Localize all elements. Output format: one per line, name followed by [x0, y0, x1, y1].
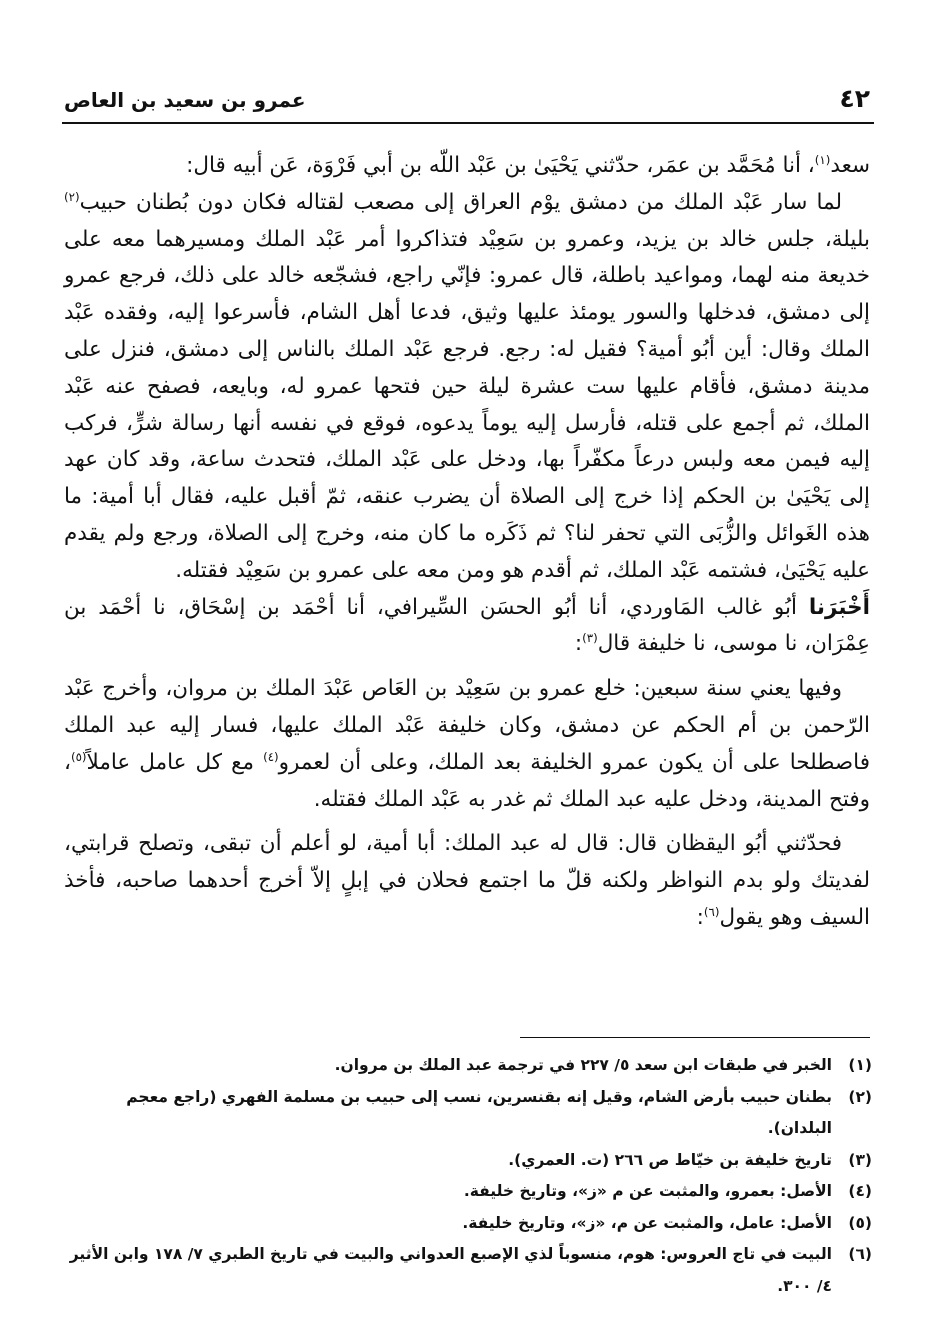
- paragraph-3-text: أبُو غالب المَاوردي، أنا أبُو الحسَن السِّيرافي، أنا أحْمَد بن إسْحَاق، نا أحْمَد بن عِمْرَان، نا موسى، نا خليفة قال: [64, 594, 870, 657]
- footnote-text: بطنان حبيب بأرض الشام، وقيل إنه بقنسرين، نسب إلى حبيب بن مسلمة الفهري (راجع معجم البلدان).: [126, 1087, 832, 1137]
- footnote-ref-6: (٦): [703, 904, 720, 919]
- footnote-text: تاريخ خليفة بن خيّاط ص ٢٦٦ (ت. العمري).: [508, 1150, 832, 1169]
- paragraph-1-rest: ، أنا مُحَمَّد بن عمَر، حدّثني يَحْيَىٰ بن عَبْد اللّه بن أبي فَرْوَة، عَن أبيه قال:: [186, 153, 815, 178]
- page-header: [62, 78, 874, 124]
- footnote-text: الأصل: بعمرو، والمثبت عن م «ز»، وتاريخ خليفة.: [463, 1182, 832, 1200]
- paragraph-4-rest: ، وفتح المدينة، ودخل عليه عبد الملك ثم غدر به عَبْد الملك فقتله.: [64, 749, 870, 812]
- footnote: [64, 1239, 872, 1302]
- footnote-ref-5: (٥): [70, 749, 87, 764]
- footnotes: [64, 1050, 872, 1302]
- paragraph-4: [64, 671, 870, 818]
- paragraph-2-text: لما سار عَبْد الملك من دمشق يوْم العراق إلى مصعب لقتاله فكان دون بُطنان حبيب: [79, 189, 842, 215]
- paragraph-4-text: وفيها يعني سنة سبعين: خلع عمرو بن سَعِيْد بن العَاص عَبْدَ الملك بن مروان، وأخرج عَبْد الرّحمن بن أم الحكم عن دمشق، وكان خليفة عَبْد الملك عليها، فسار إليه عبد الملك فاصطلحا على أن يكون عمرو الخليفة بعد الملك، وعلى أن لعمرو: [64, 676, 870, 775]
- footnote-number: (٦): [848, 1245, 872, 1263]
- paragraph-4-mid: مع كل عامل عاملاً: [86, 749, 264, 775]
- paragraph-3-end: :: [574, 631, 583, 657]
- running-title: عمرو بن سعيد بن العاص: [64, 88, 306, 112]
- footnote: [64, 1082, 872, 1145]
- akhbarana-keyword: أَخْبَرَنا: [808, 594, 870, 620]
- main-text: [64, 148, 870, 937]
- footnote: [64, 1176, 872, 1208]
- footnote-number: (٤): [848, 1182, 872, 1200]
- footnote: [64, 1145, 872, 1177]
- footnote-ref-4: (٤): [263, 749, 279, 764]
- footnote-number: (٣): [848, 1150, 872, 1169]
- paragraph-3: [64, 590, 870, 664]
- paragraph-2: [64, 185, 870, 590]
- footnote-text: الأصل: عامل، والمثبت عن م، «ز»، وتاريخ خليفة.: [462, 1213, 832, 1232]
- footnote-text: البيت في تاج العروس: هوم، منسوباً لذي الإصبع العدواني والبيت في تاريخ الطبري ٧/ ١٧٨ وابن الأثير ٤/ ٣٠٠.: [69, 1245, 832, 1295]
- footnote-separator: [520, 1037, 870, 1038]
- paragraph-5: [64, 826, 870, 936]
- page-number: ٤٢: [839, 84, 870, 113]
- paragraph-5-text: فحدّثني أبُو اليقظان قال: قال له عبد الملك: أبا أمية، لو أعلم أن تبقى، وتصلح قرابتي، لفديتك ولو بدم النواظر ولكنه قلّ ما اجتمع فحلان في إبلٍ إلاّ أخرج أحدهما صاحبه، فأخذ السيف وهو يقول: [64, 831, 870, 930]
- paragraph-5-end: :: [696, 904, 704, 930]
- footnote-number: (٢): [848, 1087, 872, 1106]
- paragraph-1-text: سعد: [830, 153, 870, 178]
- footnote: [64, 1050, 872, 1082]
- paragraph-1: [64, 148, 870, 185]
- footnote-ref-3: (٣): [582, 631, 598, 646]
- footnote-ref-2: (٢): [64, 189, 80, 204]
- footnote-number: (١): [848, 1056, 872, 1074]
- footnote-ref-1: (١): [814, 152, 831, 167]
- paragraph-2-rest: بليلة، جلس خالد بن يزيد، وعمرو بن سَعِيْد فتذاكروا أمر عَبْد الملك ومسيرهما معه على خديعة منه لهما، ومواعيد باطلة، قال عمرو: فإنّي راجع، فشجّعه خالد على ذلك، فرجع عمرو إلى دمشق، فدخلها والسور يومئذ عليها وثيق، فدعا أهل الشام، فأسرعوا إليه، وفقده عَبْد الملك وقال: أين أبُو أمية؟ فقيل له: رجع. فرجع عَبْد الملك بالناس إلى دمشق، فنزل على مدينة دمشق، فأقام عليها ست عشرة ليلة حين فتحها عمرو له، وبايعه، فصفح عنه عَبْد الملك، ثم أجمع على قتله، فأرسل إليه يوماً يدعوه، فوقع في نفسه أنها رسالة شرٍّ، فركب إليه فيمن معه ولبس درعاً مكفّراً بها، ودخل على عَبْد الملك، فتحدث ساعة، وقد كان عهد إلى يَحْيَىٰ بن الحكم إذا خرج إلى الصلاة أن يضرب عنقه، ثمّ أقبل عليه، فقال أبا أمية: ما هذه الغَوائل والزُّبَى التي تحفر لنا؟ ثم ذَكَره ما كان منه، وخرج إلى الصلاة، ورجع ولم يقدم عليه يَحْيَىٰ، فشتمه عَبْد الملك، ثم أقدم هو ومن معه على عمرو بن سَعِيْد فقتله.: [64, 226, 870, 583]
- footnote-text: الخبر في طبقات ابن سعد ٥/ ٢٢٧ في ترجمة عبد الملك بن مروان.: [334, 1056, 832, 1074]
- footnote: [64, 1208, 872, 1240]
- footnote-number: (٥): [848, 1213, 872, 1232]
